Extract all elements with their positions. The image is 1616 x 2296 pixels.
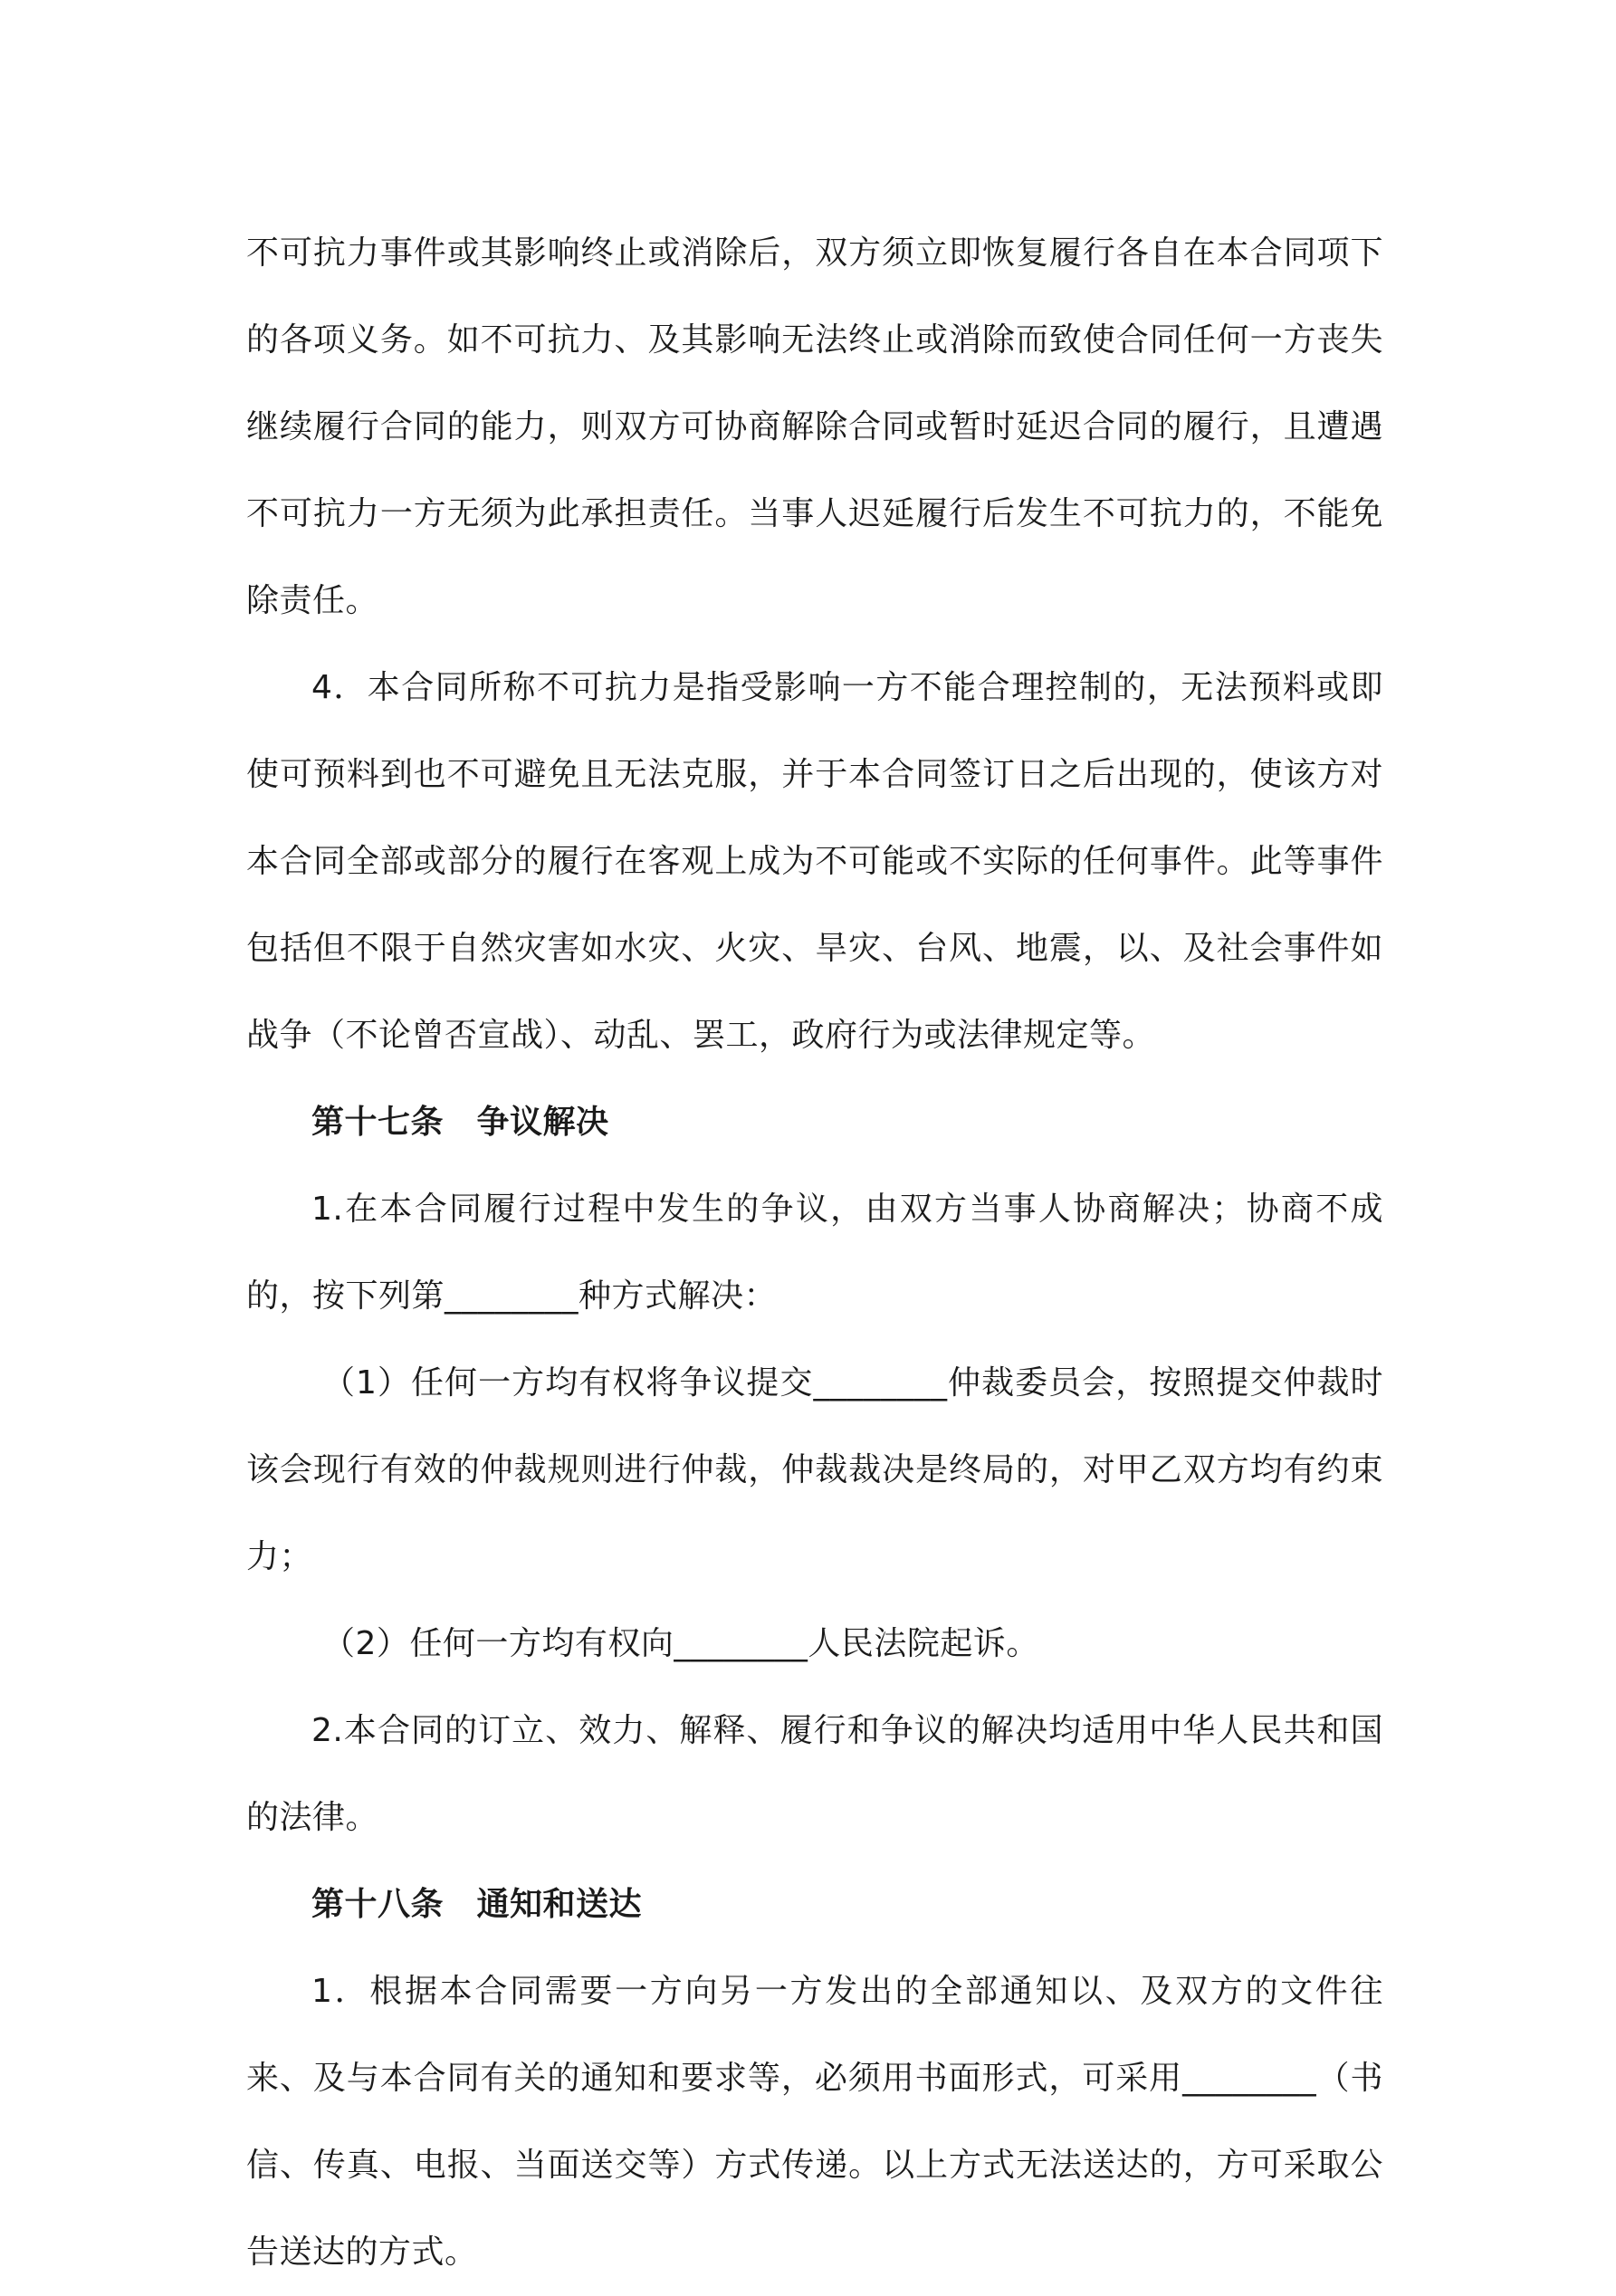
paragraph-force-majeure-definition: 4．本合同所称不可抗力是指受影响一方不能合理控制的，无法预料或即使可预料到也不可避免且无法克服，并于本合同签订日之后出现的，使该方对本合同全部或部分的履行在客观上成为不可能或不实际的任何事件。此等事件包括但不限于自然灾害如水灾、火灾、旱灾、台风、地震，以、及社会事件如战争（不论曾否宣战）、动乱、罢工，政府行为或法律规定等。 xyxy=(246,669,1383,1054)
heading-article-17: 第十七条 争议解决 xyxy=(311,1104,609,1141)
paragraph-dispute-court: （2）任何一方均有权向________人民法院起诉。 xyxy=(322,1625,1039,1662)
paragraph-dispute-arbitration: （1）任何一方均有权将争议提交________仲裁委员会，按照提交仲裁时该会现行有效的仲裁规则进行仲裁，仲裁裁决是终局的，对甲乙双方均有约束力； xyxy=(246,1364,1383,1575)
paragraph-notice-delivery: 1．根据本合同需要一方向另一方发出的全部通知以、及双方的文件往来、及与本合同有关的通知和要求等，必须用书面形式，可采用________（书信、传真、电报、当面送交等）方式传递。以上方式无法送达的，方可采取公告送达的方式。 xyxy=(246,1973,1383,2271)
paragraph-governing-law: 2.本合同的订立、效力、解释、履行和争议的解决均适用中华人民共和国的法律。 xyxy=(246,1712,1383,1836)
paragraph-force-majeure-end: 不可抗力事件或其影响终止或消除后，双方须立即恢复履行各自在本合同项下的各项义务。如不可抗力、及其影响无法终止或消除而致使合同任何一方丧失继续履行合同的能力，则双方可协商解除合同或暂时延迟合同的履行，且遭遇不可抗力一方无须为此承担责任。当事人迟延履行后发生不可抗力的，不能免除责任。 xyxy=(246,234,1383,619)
paragraph-dispute-negotiation: 1.在本合同履行过程中发生的争议，由双方当事人协商解决；协商不成的，按下列第________种方式解决： xyxy=(246,1191,1383,1315)
heading-article-18: 第十八条 通知和送达 xyxy=(311,1886,643,1923)
document-body xyxy=(246,210,1383,2296)
